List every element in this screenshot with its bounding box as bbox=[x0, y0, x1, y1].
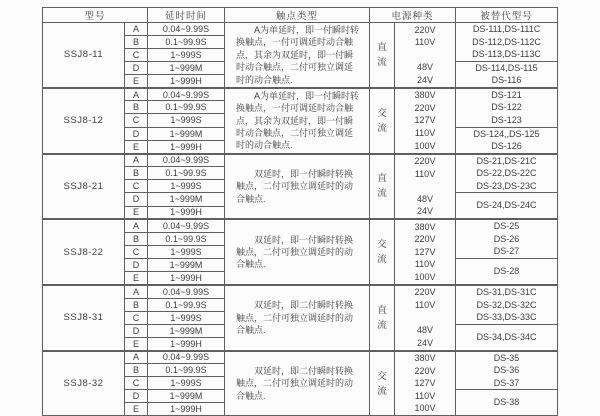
voltage-line: 127V bbox=[414, 246, 436, 257]
variant-letter-cell: E bbox=[125, 337, 148, 350]
variant-letter-cell: E bbox=[125, 75, 148, 88]
header-delay-time: 延时时间 bbox=[148, 8, 225, 23]
replaced-models-cell bbox=[456, 154, 558, 193]
replaced-model-line: DS-124,,DS-125 bbox=[473, 128, 540, 139]
variant-letter-cell: E bbox=[125, 140, 148, 153]
voltage-line: 110V bbox=[414, 168, 436, 179]
table-row bbox=[43, 285, 558, 298]
replaced-models-cell bbox=[456, 351, 558, 390]
variant-letter-cell: D bbox=[125, 324, 148, 337]
power-kind-char: 流 bbox=[377, 56, 387, 68]
contact-type-text: A为单延时，即一付瞬时转换触点，一付可调延时动合触点，其余为双延时，即一付瞬时动合触点，二付可独立调延时的动合触点. bbox=[236, 90, 360, 151]
replaced-model-line: DS-33,DS-33C bbox=[476, 312, 537, 323]
replaced-model-line: DS-36 bbox=[493, 365, 520, 376]
power-kind-char: 流 bbox=[377, 319, 387, 331]
table-row bbox=[43, 154, 558, 167]
header-row bbox=[43, 8, 558, 23]
contact-type-text: 双延时，即一付瞬时转换触点，二付可独立调延时的动合触点. bbox=[236, 168, 354, 204]
voltage-line: 380V bbox=[414, 221, 436, 232]
table-row bbox=[43, 88, 558, 101]
replaced-models-cell bbox=[456, 259, 558, 286]
variant-letter-cell: B bbox=[125, 364, 148, 377]
delay-time-cell: 1~999S bbox=[148, 377, 225, 390]
power-kind-char: 流 bbox=[377, 188, 387, 200]
variant-letter-cell: A bbox=[125, 285, 148, 298]
replaced-models-cell bbox=[456, 390, 558, 416]
replaced-models-cell bbox=[456, 285, 558, 324]
variant-letter-cell: B bbox=[125, 35, 148, 48]
variant-letter-cell: D bbox=[125, 61, 148, 74]
voltage-line bbox=[395, 180, 455, 193]
variant-letter-cell: E bbox=[125, 206, 148, 219]
variant-letter-cell: D bbox=[125, 259, 148, 272]
voltage-cell bbox=[395, 285, 456, 351]
variant-letter-cell: B bbox=[125, 167, 148, 180]
voltage-line: 380V bbox=[414, 353, 436, 364]
voltage-line: 110V bbox=[414, 128, 436, 138]
delay-time-cell: 1~999H bbox=[148, 206, 225, 219]
replaced-model-line: DS-28 bbox=[493, 266, 520, 276]
voltage-line: 48V bbox=[417, 193, 434, 204]
delay-time-cell: 0.1~99.9S bbox=[148, 101, 225, 114]
contact-type-text: 双延时，即一付瞬时转换触点，二付可独立调延时的动合触点. bbox=[236, 234, 354, 270]
replaced-model-line: DS-126 bbox=[491, 141, 522, 152]
variant-letter-cell: C bbox=[125, 311, 148, 324]
voltage-line: 220V bbox=[414, 102, 436, 113]
header-contact-type: 触点类型 bbox=[225, 8, 370, 23]
replaced-model-line: DS-27 bbox=[493, 246, 520, 257]
replaced-model-line: DS-24,DS-24C bbox=[476, 200, 537, 211]
header-replaced-model: 被替代型号 bbox=[456, 8, 558, 23]
power-kind-cell bbox=[370, 88, 395, 154]
power-kind-char: 流 bbox=[377, 122, 387, 134]
variant-letter-cell: D bbox=[125, 390, 148, 403]
model-cell: SSJ8-12 bbox=[43, 88, 125, 154]
variant-letter-cell: B bbox=[125, 101, 148, 114]
voltage-line: 24V bbox=[417, 337, 434, 348]
delay-time-cell: 0.1~99.9S bbox=[148, 35, 225, 48]
voltage-line: 127V bbox=[414, 115, 436, 126]
relay-spec-table bbox=[42, 7, 558, 416]
replaced-model-line: DS-26 bbox=[493, 233, 520, 244]
delay-time-cell: 0.1~99.9S bbox=[148, 364, 225, 377]
power-kind-char: 直 bbox=[377, 41, 387, 53]
replaced-model-line: DS-21,DS-21C bbox=[476, 155, 537, 166]
power-kind-char: 直 bbox=[377, 173, 387, 185]
voltage-cell bbox=[395, 23, 456, 88]
power-kind-cell bbox=[370, 285, 395, 351]
variant-letter-cell: C bbox=[125, 48, 148, 61]
replaced-model-line: DS-31,DS-31C bbox=[476, 287, 537, 297]
replaced-model-line: DS-23,DS-23C bbox=[476, 180, 537, 191]
delay-time-cell: 0.1~99.9S bbox=[148, 232, 225, 245]
power-kind-char: 流 bbox=[377, 254, 387, 266]
voltage-line: 110V bbox=[414, 37, 436, 48]
delay-time-cell: 0.04~9.99S bbox=[148, 88, 225, 101]
replaced-model-line: DS-123 bbox=[491, 114, 522, 125]
voltage-cell bbox=[395, 88, 456, 154]
delay-time-cell: 0.04~9.99S bbox=[148, 285, 225, 298]
replaced-models-cell bbox=[456, 88, 558, 127]
replaced-model-line: DS-121 bbox=[491, 89, 522, 100]
power-kind-char: 交 bbox=[377, 107, 387, 119]
delay-time-cell: 1~999M bbox=[148, 127, 225, 140]
power-kind-char: 流 bbox=[377, 385, 387, 397]
delay-time-cell: 1~999H bbox=[148, 140, 225, 153]
variant-letter-cell: A bbox=[125, 154, 148, 167]
variant-letter-cell: B bbox=[125, 298, 148, 311]
delay-time-cell: 1~999M bbox=[148, 193, 225, 206]
power-kind-cell bbox=[370, 219, 395, 285]
delay-time-cell: 1~999M bbox=[148, 324, 225, 337]
voltage-line: 48V bbox=[417, 62, 434, 73]
variant-letter-cell: C bbox=[125, 114, 148, 127]
table-row bbox=[43, 219, 558, 232]
contact-type-text: 双延时，即二付瞬时转换触点，二付可独立调延时的动合触点. bbox=[236, 365, 354, 401]
contact-type-cell bbox=[225, 285, 370, 351]
power-kind-cell bbox=[370, 23, 395, 88]
replaced-model-line: DS-111,DS-111C bbox=[472, 24, 541, 34]
model-cell: SSJ8-32 bbox=[43, 351, 125, 416]
voltage-line: 380V bbox=[414, 90, 436, 101]
contact-type-text: A为单延时，即一付瞬时转换触点，一付可调延时动合触点，其余为双延时，即一付瞬时动合触点，二付可独立调延时的动合触点. bbox=[236, 24, 360, 85]
delay-time-cell: 1~999H bbox=[148, 403, 225, 416]
replaced-model-line: DS-22,DS-22C bbox=[476, 168, 537, 179]
variant-letter-cell: C bbox=[125, 180, 148, 193]
contact-type-cell bbox=[225, 88, 370, 154]
delay-time-cell: 1~999M bbox=[148, 61, 225, 74]
model-cell: SSJ8-31 bbox=[43, 285, 125, 351]
power-kind-char: 交 bbox=[377, 239, 387, 251]
variant-letter-cell: E bbox=[125, 403, 148, 416]
voltage-line: 24V bbox=[417, 74, 434, 85]
contact-type-cell bbox=[225, 23, 370, 88]
voltage-line: 100V bbox=[414, 403, 436, 414]
replaced-models-cell bbox=[456, 127, 558, 154]
power-kind-char: 直 bbox=[377, 304, 387, 316]
replaced-models-cell bbox=[456, 23, 558, 62]
contact-type-cell bbox=[225, 351, 370, 416]
delay-time-cell: 0.04~9.99S bbox=[148, 154, 225, 167]
voltage-line: 110V bbox=[414, 300, 436, 310]
voltage-line: 220V bbox=[414, 365, 436, 376]
replaced-models-cell bbox=[456, 324, 558, 351]
replaced-model-line: DS-116 bbox=[491, 75, 522, 86]
delay-time-cell: 1~999H bbox=[148, 272, 225, 285]
voltage-line: 127V bbox=[414, 378, 436, 389]
variant-letter-cell: C bbox=[125, 377, 148, 390]
delay-time-cell: 1~999S bbox=[148, 180, 225, 193]
delay-time-cell: 1~999S bbox=[148, 48, 225, 61]
delay-time-cell: 1~999H bbox=[148, 337, 225, 350]
voltage-line: 220V bbox=[414, 156, 436, 167]
variant-letter-cell: E bbox=[125, 272, 148, 285]
replaced-model-line: DS-38 bbox=[493, 397, 520, 408]
voltage-line: 220V bbox=[414, 287, 436, 298]
voltage-line: 48V bbox=[417, 325, 434, 336]
delay-time-cell: 0.1~99.9S bbox=[148, 298, 225, 311]
variant-letter-cell: A bbox=[125, 351, 148, 364]
contact-type-cell bbox=[225, 154, 370, 220]
voltage-line: 110V bbox=[414, 259, 436, 270]
voltage-line: 110V bbox=[414, 390, 436, 401]
delay-time-cell: 1~999S bbox=[148, 245, 225, 258]
variant-letter-cell: C bbox=[125, 245, 148, 258]
voltage-cell bbox=[395, 351, 456, 416]
replaced-model-line: DS-34,DS-34C bbox=[476, 331, 537, 342]
voltage-line: 220V bbox=[414, 24, 436, 35]
table-row bbox=[43, 23, 558, 36]
voltage-line: 100V bbox=[414, 140, 436, 151]
voltage-line: 220V bbox=[414, 234, 436, 245]
delay-time-cell: 1~999H bbox=[148, 75, 225, 88]
voltage-cell bbox=[395, 219, 456, 285]
replaced-model-line: DS-35 bbox=[493, 352, 520, 363]
replaced-model-line: DS-122 bbox=[491, 102, 522, 113]
voltage-line: 100V bbox=[414, 272, 436, 282]
table-body bbox=[43, 23, 558, 416]
delay-time-cell: 0.04~9.99S bbox=[148, 23, 225, 36]
replaced-model-line: DS-32,DS-32C bbox=[476, 299, 537, 310]
replaced-model-line: DS-37 bbox=[493, 377, 520, 388]
header-model: 型号 bbox=[43, 8, 148, 23]
table-row bbox=[43, 351, 558, 364]
voltage-line bbox=[395, 49, 455, 62]
replaced-models-cell bbox=[456, 61, 558, 88]
voltage-line bbox=[395, 312, 455, 325]
power-kind-cell bbox=[370, 154, 395, 220]
variant-letter-cell: D bbox=[125, 127, 148, 140]
variant-letter-cell: A bbox=[125, 219, 148, 232]
delay-time-cell: 0.04~9.99S bbox=[148, 219, 225, 232]
delay-time-cell: 1~999S bbox=[148, 311, 225, 324]
replaced-model-line: DS-112,DS-112C bbox=[472, 36, 541, 47]
delay-time-cell: 1~999M bbox=[148, 259, 225, 272]
replaced-model-line: DS-113,DS-113C bbox=[472, 49, 541, 60]
model-cell: SSJ8-11 bbox=[43, 23, 125, 88]
power-kind-cell bbox=[370, 351, 395, 416]
variant-letter-cell: A bbox=[125, 88, 148, 101]
delay-time-cell: 1~999S bbox=[148, 114, 225, 127]
model-cell: SSJ8-22 bbox=[43, 219, 125, 285]
replaced-models-cell bbox=[456, 193, 558, 220]
variant-letter-cell: A bbox=[125, 23, 148, 36]
header-power-kind: 电源种类 bbox=[370, 8, 456, 23]
variant-letter-cell: B bbox=[125, 232, 148, 245]
delay-time-cell: 0.1~99.9S bbox=[148, 167, 225, 180]
replaced-models-cell bbox=[456, 219, 558, 258]
variant-letter-cell: D bbox=[125, 193, 148, 206]
voltage-cell bbox=[395, 154, 456, 220]
model-cell: SSJ8-21 bbox=[43, 154, 125, 220]
voltage-line: 24V bbox=[417, 206, 434, 217]
power-kind-char: 交 bbox=[377, 370, 387, 382]
contact-type-text: 双延时，即二付瞬时转换触点，二付可独立调延时的动合触点. bbox=[236, 300, 354, 336]
delay-time-cell: 1~999M bbox=[148, 390, 225, 403]
contact-type-cell bbox=[225, 219, 370, 285]
replaced-model-line: DS-114,DS-115 bbox=[475, 62, 538, 73]
delay-time-cell: 0.04~9.99S bbox=[148, 351, 225, 364]
replaced-model-line: DS-25 bbox=[493, 221, 520, 232]
